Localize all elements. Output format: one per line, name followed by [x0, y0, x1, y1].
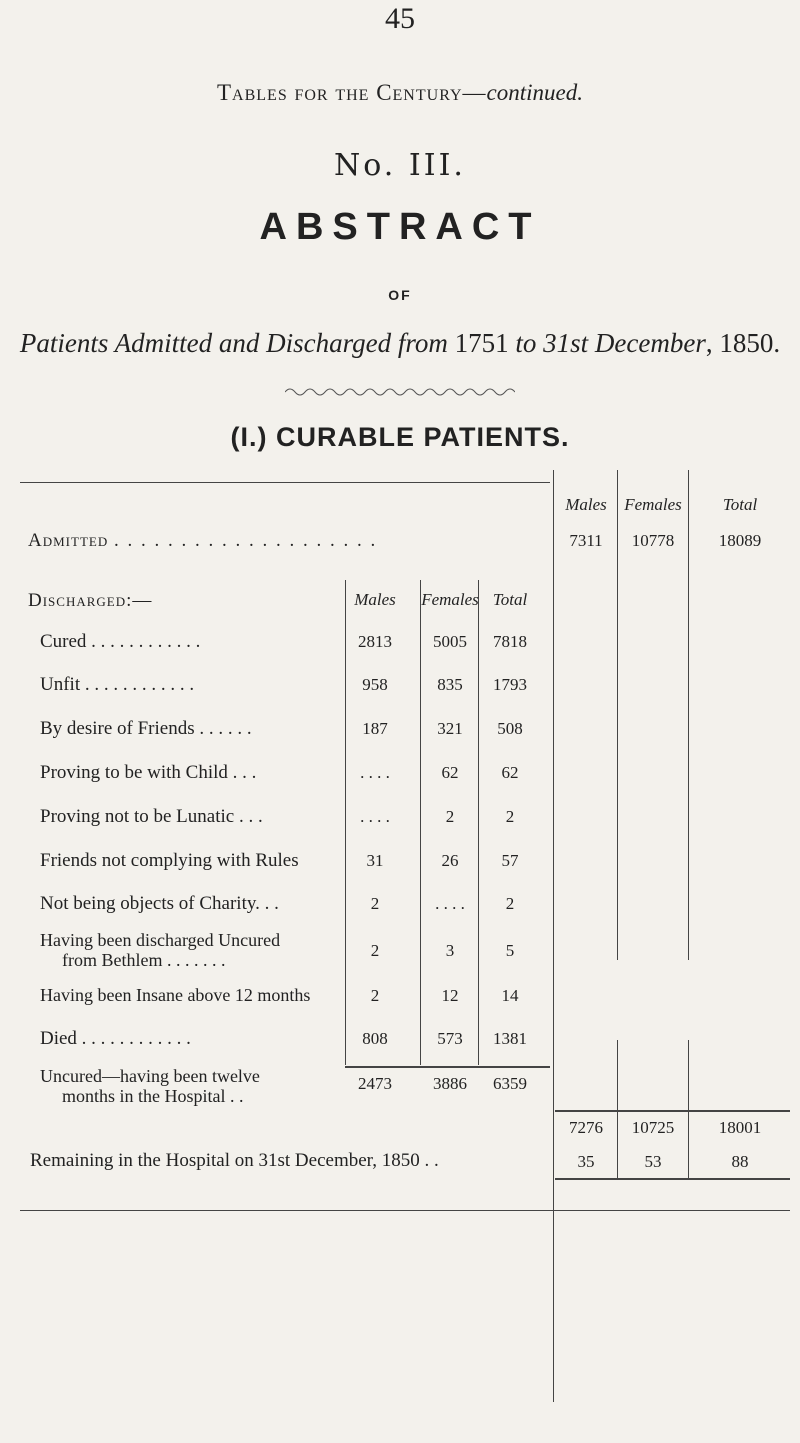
- remaining-males: 35: [577, 1152, 595, 1171]
- subtitle-part1: Patients Admitted and Discharged from: [19, 328, 448, 358]
- subtitle-date2: 31st December: [543, 328, 706, 358]
- row-cured-females: 5005: [433, 632, 467, 651]
- admitted-label-text: Admitted: [28, 530, 109, 551]
- running-head-continued: continued.: [486, 80, 583, 105]
- right-col-divider-2: [688, 470, 689, 960]
- header-females-right: Females: [624, 495, 682, 514]
- row-not-lunatic-total: 2: [505, 807, 515, 826]
- row-friends-rules-males: 31: [366, 851, 384, 870]
- row-charity-total: 2: [505, 894, 515, 913]
- row-uncured-total: 6359: [493, 1074, 527, 1093]
- header-males: Males: [354, 590, 396, 609]
- row-with-child-label: Proving to be with Child . . .: [40, 762, 257, 783]
- row-not-lunatic-label: Proving not to be Lunatic . . .: [40, 806, 263, 827]
- table-number: No. III.: [334, 148, 466, 183]
- subtitle-year2: 1850.: [719, 328, 781, 358]
- subtitle: Patients Admitted and Discharged from 1751 to 31st December, 1850.: [19, 328, 781, 358]
- row-desire-friends-males: 187: [362, 719, 388, 738]
- totals-rule: [555, 1110, 790, 1112]
- row-bethlem-total: 5: [505, 941, 515, 960]
- subtotal-rule: [345, 1066, 550, 1068]
- row-charity-label: Not being objects of Charity. . .: [40, 893, 279, 914]
- row-desire-friends-label: By desire of Friends . . . . . .: [40, 718, 252, 739]
- decorative-squiggle-rule: [285, 386, 515, 398]
- admitted-females: 10778: [631, 531, 675, 550]
- row-with-child-females: 62: [441, 763, 459, 782]
- admitted-males: 7311: [569, 531, 603, 550]
- header-females: Females: [421, 590, 479, 609]
- admitted-label: [28, 530, 377, 552]
- header-males-right: Males: [565, 495, 607, 514]
- row-charity-females: . . . .: [435, 894, 465, 913]
- row-cured-label: Cured . . . . . . . . . . . .: [40, 631, 201, 652]
- running-head-main: Tables for the Century—: [217, 80, 487, 105]
- right-block-divider: [553, 470, 554, 1402]
- row-with-child-total: 62: [501, 763, 519, 782]
- admitted-total: 18089: [718, 531, 762, 550]
- row-insane-12-label: Having been Insane above 12 months: [40, 985, 311, 1005]
- row-died-females: 573: [437, 1029, 463, 1048]
- row-with-child-males: . . . .: [360, 763, 390, 782]
- row-insane-12-total: 14: [501, 986, 519, 1005]
- remaining-total: 88: [731, 1152, 749, 1171]
- remaining-bottom-rule: [555, 1178, 790, 1180]
- row-unfit-males: 958: [362, 675, 388, 694]
- row-bethlem-line1: Having been discharged Uncured: [40, 930, 281, 950]
- row-died-label: Died . . . . . . . . . . . .: [40, 1028, 191, 1049]
- header-total-right: Total: [722, 495, 758, 514]
- of-word: OF: [388, 287, 412, 303]
- running-head: [0, 80, 800, 106]
- row-insane-12-females: 12: [441, 986, 459, 1005]
- remaining-females: 53: [644, 1152, 662, 1171]
- row-not-lunatic-females: 2: [445, 807, 455, 826]
- row-bethlem-males: 2: [370, 941, 380, 960]
- bottom-rule: [20, 1210, 790, 1211]
- row-not-lunatic-males: . . . .: [360, 807, 390, 826]
- discharged-total-females: 10725: [631, 1118, 675, 1137]
- subtitle-to: to: [515, 328, 537, 358]
- row-desire-friends-females: 321: [437, 719, 463, 738]
- discharged-total-males: 7276: [569, 1118, 603, 1137]
- page-number: 45: [385, 2, 415, 35]
- row-desire-friends-total: 508: [497, 719, 523, 738]
- row-unfit-females: 835: [437, 675, 463, 694]
- row-bethlem-females: 3: [445, 941, 455, 960]
- row-friends-rules-label: Friends not complying with Rules: [40, 850, 299, 871]
- top-rule: [20, 482, 550, 483]
- row-insane-12-males: 2: [370, 986, 380, 1005]
- row-friends-rules-total: 57: [501, 851, 519, 870]
- row-bethlem-line2: from Bethlem . . . . . . .: [62, 950, 226, 970]
- row-died-males: 808: [362, 1029, 388, 1048]
- section-heading: (I.) CURABLE PATIENTS.: [230, 422, 570, 452]
- row-uncured-line1: Uncured—having been twelve: [40, 1066, 260, 1086]
- row-uncured-females: 3886: [433, 1074, 467, 1093]
- header-total: Total: [492, 590, 528, 609]
- row-uncured-label: [40, 1066, 260, 1106]
- remaining-label: Remaining in the Hospital on 31st December, 1850 . .: [30, 1150, 439, 1171]
- row-unfit-label: Unfit . . . . . . . . . . . .: [40, 674, 195, 695]
- row-friends-rules-females: 26: [441, 851, 459, 870]
- row-unfit-total: 1793: [493, 675, 527, 694]
- subtitle-year1: 1751: [454, 328, 509, 358]
- row-died-total: 1381: [493, 1029, 527, 1048]
- row-bethlem-label: [40, 930, 280, 970]
- row-uncured-line2: months in the Hospital . .: [62, 1086, 244, 1106]
- abstract-title: ABSTRACT: [259, 206, 541, 248]
- row-charity-males: 2: [370, 894, 380, 913]
- row-cured-males: 2813: [358, 632, 392, 651]
- discharged-label: Discharged:—: [28, 590, 153, 611]
- row-uncured-males: 2473: [358, 1074, 392, 1093]
- row-cured-total: 7818: [493, 632, 527, 651]
- discharged-total-total: 18001: [718, 1118, 762, 1137]
- admitted-dots: . . . . . . . . . . . . . . . . . . . .: [113, 530, 378, 551]
